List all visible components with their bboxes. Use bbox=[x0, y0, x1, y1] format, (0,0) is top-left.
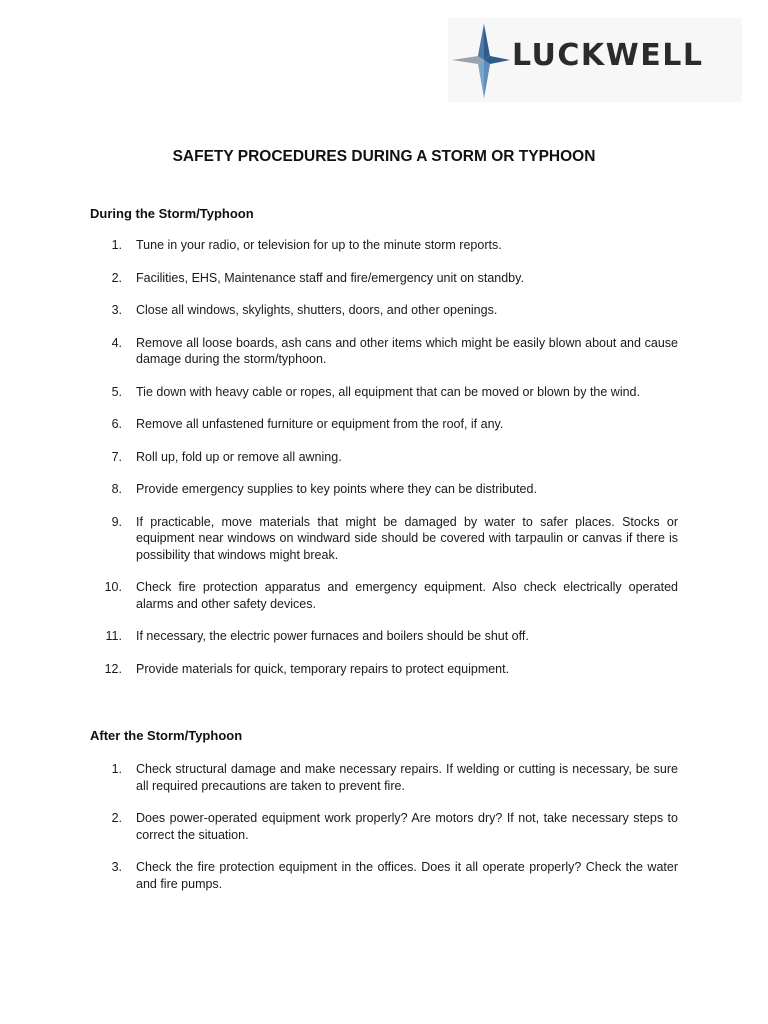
list-item-text: If necessary, the electric power furnaces and boilers should be shut off. bbox=[136, 629, 529, 643]
list-item bbox=[90, 579, 678, 612]
list-item bbox=[90, 449, 678, 466]
company-logo bbox=[448, 18, 742, 102]
document-title: SAFETY PROCEDURES DURING A STORM OR TYPHOON bbox=[172, 148, 596, 165]
list-item-number: 2 . bbox=[90, 810, 126, 827]
list-item-text: If practicable, move materials that might be damaged by water to safer places. Stocks or equipment near windows on windward side should be covered with tarpaulin or canvas if there is possibility that windows might break. bbox=[136, 514, 678, 562]
list-item bbox=[90, 335, 678, 368]
list-item-number: 5 . bbox=[90, 384, 126, 401]
list-item-number: 3 . bbox=[90, 302, 126, 319]
list-item bbox=[90, 761, 678, 794]
list-item bbox=[90, 481, 678, 498]
logo-wordmark: LUCKWELL bbox=[512, 38, 704, 73]
compass-star-icon bbox=[448, 18, 512, 102]
list-item-text: Does power-operated equipment work properly? Are motors dry? If not, take necessary steps to correct the situation. bbox=[136, 811, 678, 842]
list-item bbox=[90, 810, 678, 843]
list-item-number: 10 . bbox=[90, 579, 126, 596]
section-heading-during: During the Storm/Typhoon bbox=[90, 206, 254, 221]
list-item-number: 3 . bbox=[90, 859, 126, 876]
list-item-number: 9 . bbox=[90, 514, 126, 531]
list-item-number: 1 . bbox=[90, 761, 126, 778]
list-item-number: 4 . bbox=[90, 335, 126, 352]
list-item-number: 7 . bbox=[90, 449, 126, 466]
list-item bbox=[90, 416, 678, 433]
list-item bbox=[90, 302, 678, 319]
list-item-text: Tune in your radio, or television for up to the minute storm reports. bbox=[136, 238, 502, 252]
list-item-text: Remove all unfastened furniture or equipment from the roof, if any. bbox=[136, 417, 504, 431]
section-heading-after: After the Storm/Typhoon bbox=[90, 728, 243, 743]
list-item-text: Check fire protection apparatus and emergency equipment. Also check electrically operated alarms and other safety devices. bbox=[136, 580, 678, 611]
list-item bbox=[90, 237, 678, 254]
list-item bbox=[90, 661, 678, 678]
list-item bbox=[90, 628, 678, 645]
list-item-number: 1 . bbox=[90, 237, 126, 254]
list-item-text: Close all windows, skylights, shutters, doors, and other openings. bbox=[136, 303, 498, 317]
list-item bbox=[90, 270, 678, 287]
list-item-number: 11 . bbox=[90, 628, 126, 645]
list-item-text: Check the fire protection equipment in the offices. Does it all operate properly? Check the water and fire pumps. bbox=[136, 860, 678, 891]
list-item-text: Provide materials for quick, temporary repairs to protect equipment. bbox=[136, 661, 510, 676]
list-item-number: 2 . bbox=[90, 270, 126, 287]
list-item-number: 8 . bbox=[90, 481, 126, 498]
list-item-text: Roll up, fold up or remove all awning. bbox=[136, 449, 342, 464]
list-item bbox=[90, 514, 678, 564]
list-item-text: Tie down with heavy cable or ropes, all equipment that can be moved or blown by the wind. bbox=[136, 384, 640, 399]
list-item-number: 12 . bbox=[90, 661, 126, 678]
during-storm-list bbox=[90, 237, 678, 693]
list-item-number: 6 . bbox=[90, 416, 126, 433]
list-item-text: Facilities, EHS, Maintenance staff and fire/emergency unit on standby. bbox=[136, 270, 524, 285]
after-storm-list bbox=[90, 761, 678, 908]
list-item-text: Remove all loose boards, ash cans and other items which might be easily blown about and cause damage during the storm/typhoon. bbox=[136, 335, 678, 366]
list-item bbox=[90, 859, 678, 892]
list-item bbox=[90, 384, 678, 401]
list-item-text: Check structural damage and make necessary repairs. If welding or cutting is necessary, be sure all required precautions are taken to prevent fire. bbox=[136, 762, 678, 793]
list-item-text: Provide emergency supplies to key points where they can be distributed. bbox=[136, 482, 537, 496]
